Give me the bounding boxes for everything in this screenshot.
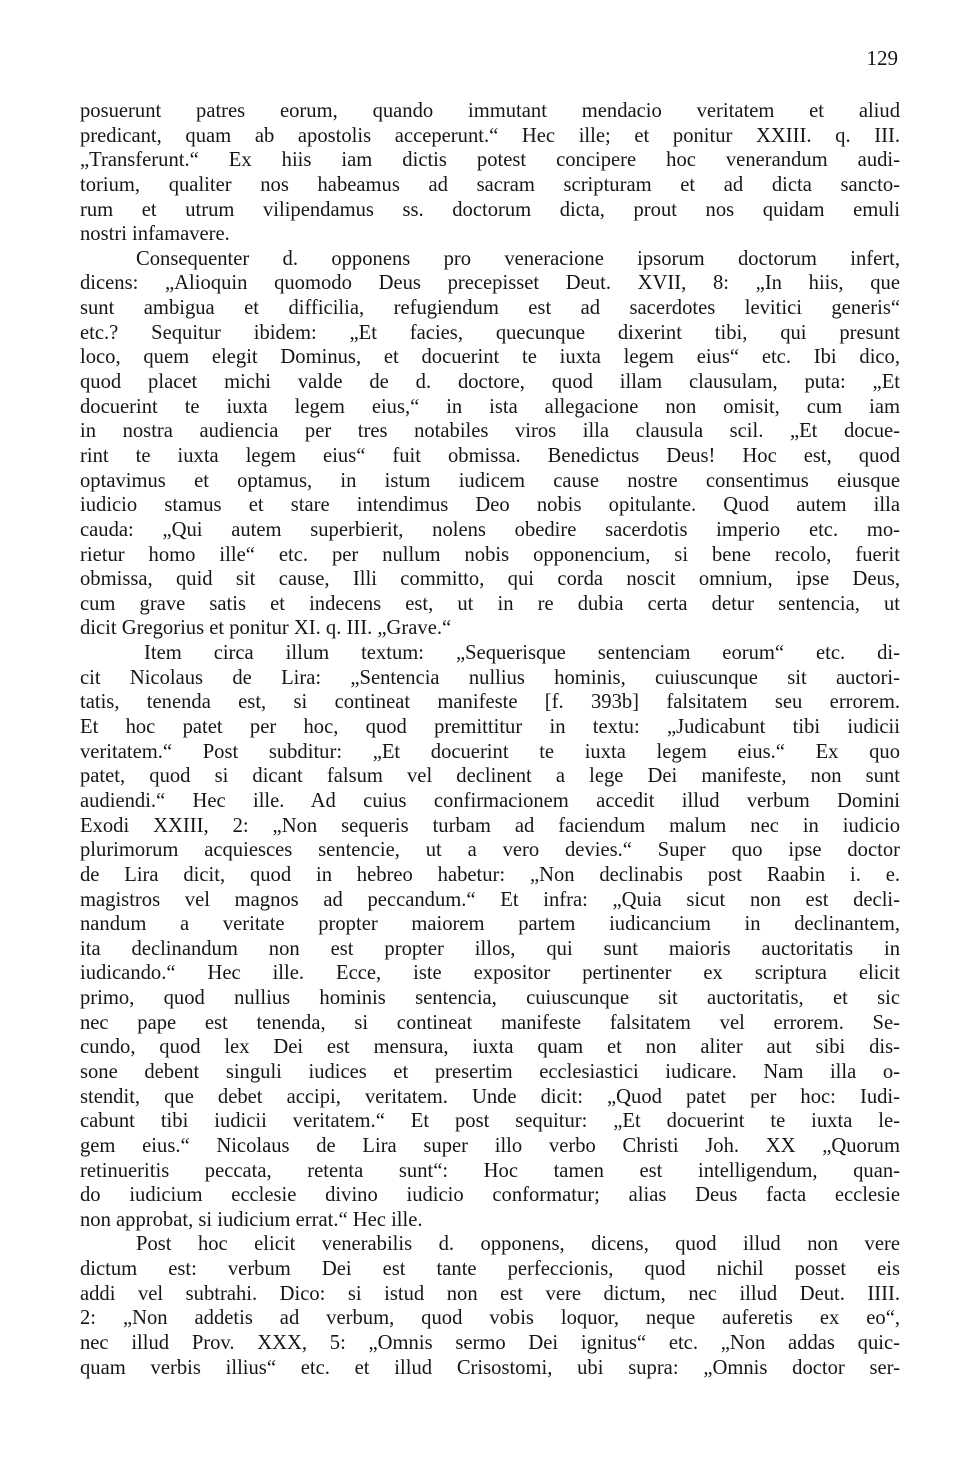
text-line: sunt ambigua et difficilia, refugiendum est ad sacerdotes levitici generis“ <box>80 297 900 320</box>
text-line: obmissa, quid sit cause, Illi committo, qui corda noscit omnium, ipse Deus, <box>80 568 900 591</box>
text-line: etc.? Sequitur ibidem: „Et facies, quecunque dixerint tibi, qui presunt <box>80 321 900 344</box>
text-line: primo, quod nullius hominis sentencia, cuiuscunque sit auctoritatis, et sic <box>80 987 900 1010</box>
text-line: nandum a veritate propter maiorem partem iudicancium in declinantem, <box>80 913 900 936</box>
text-line: dicens: „Alioquin quomodo Deus precepisset Deut. XVII, 8: „In hiis, que <box>80 272 900 295</box>
page-number: 129 <box>866 46 898 70</box>
text-line: optavimus et optamus, in istum iudicem cause nostre consentimus eiusque <box>80 469 900 492</box>
text-line: iudicio stamus et stare intendimus Deo nobis opitulante. Quod autem illa <box>80 494 900 517</box>
text-line: Exodi XXIII, 2: „Non sequeris turbam ad faciendum malum nec in iudicio <box>80 814 900 837</box>
text-line: quod placet michi valde de d. doctore, quod illam clausulam, puta: „Et <box>80 371 900 394</box>
text-line: ita declinandum non est propter illos, qui sunt maioris auctoritatis in <box>80 937 900 960</box>
text-line: audiendi.“ Hec ille. Ad cuius confirmacionem accedit illud verbum Domini <box>80 789 900 812</box>
text-line: quam verbis illius“ etc. et illud Crisostomi, ubi supra: „Omnis doctor ser- <box>80 1356 900 1379</box>
text-line: 2: „Non addetis ad verbum, quod vobis loquor, neque auferetis ex eo“, <box>80 1307 900 1330</box>
text-line: docuerint te iuxta legem eius,“ in ista allegacione non omisit, cum iam <box>80 395 900 418</box>
text-line: sone debent singuli iudices et presertim ecclesiastici iudicare. Nam illa o- <box>80 1060 900 1083</box>
text-line: stendit, que debet accipi, veritatem. Unde dicit: „Quod patet per hoc: Iudi- <box>80 1085 900 1108</box>
text-line: torium, qualiter nos habeamus ad sacram scripturam et ad dicta sancto- <box>80 173 900 196</box>
text-line: retinueritis peccata, retenta sunt“: Hoc tamen est intelligendum, quan- <box>80 1159 900 1182</box>
text-line: rietur homo ille“ etc. per nullum nobis opponencium, si bene recolo, fuerit <box>80 543 900 566</box>
text-line: iudicando.“ Hec ille. Ecce, iste expositor pertinenter ex scriptura elicit <box>80 962 900 985</box>
text-line: dictum est: verbum Dei est tante perfeccionis, quod nichil posset eis <box>80 1258 900 1281</box>
text-line: cum grave satis et indecens est, ut in re dubia certa detur sentencia, ut <box>80 592 900 615</box>
text-line: nec pape est tenenda, si contineat manifeste falsitatem vel errorem. Se- <box>80 1011 900 1034</box>
text-line: cauda: „Qui autem superbierit, nolens obedire sacerdotis imperio etc. mo- <box>80 518 900 541</box>
text-line: „Transferunt.“ Ex hiis iam dictis potest concipere hoc venerandum audi- <box>80 149 900 172</box>
text-line: do iudicium ecclesie divino iudicio conformatur; alias Deus facta ecclesie <box>80 1184 900 1207</box>
paragraph-start-line: Item circa illum textum: „Sequerisque sentenciam eorum“ etc. di- <box>144 642 900 665</box>
text-line: magistros vel magnos ad peccandum.“ Et infra: „Quia sicut non est decli- <box>80 888 900 911</box>
text-line: Et hoc patet per hoc, quod premittitur in textu: „Judicabunt tibi iudicii <box>80 716 900 739</box>
text-line: addi vel subtrahi. Dico: si istud non est vere dictum, nec illud Deut. IIII. <box>80 1282 900 1305</box>
text-line: posuerunt patres eorum, quando immutant mendacio veritatem et aliud <box>80 100 900 122</box>
text-line: rint te iuxta legem eius“ fuit obmissa. Benedictus Deus! Hoc est, quod <box>80 444 900 467</box>
text-line: in nostra audiencia per tres notabiles viros illa clausula scil. „Et docue- <box>80 420 900 443</box>
text-line: plurimorum acquiesces sentencie, ut a vero devies.“ Super quo ipse doctor <box>80 839 900 862</box>
text-line: nostri infamavere. <box>80 223 230 246</box>
text-line: patet, quod si dicant falsum vel declinent a lege Dei manifeste, non sunt <box>80 765 900 788</box>
paragraph-start-line: Consequenter d. opponens pro veneracione ipsorum doctorum infert, <box>136 247 900 270</box>
text-line: dicit Gregorius et ponitur XI. q. III. „Grave.“ <box>80 617 452 640</box>
text-line: gem eius.“ Nicolaus de Lira super illo verbo Christi Joh. XX „Quorum <box>80 1134 900 1157</box>
text-line: cabunt tibi iudicii veritatem.“ Et post sequitur: „Et docuerint te iuxta le- <box>80 1110 900 1133</box>
text-line: nec illud Prov. XXX, 5: „Omnis sermo Dei ignitus“ etc. „Non addas quic- <box>80 1332 900 1355</box>
text-line: veritatem.“ Post subditur: „Et docuerint te iuxta legem eius.“ Ex quo <box>80 740 900 763</box>
text-line: de Lira dicit, quod in hebreo habetur: „Non declinabis post Raabin i. e. <box>80 863 900 886</box>
text-line: loco, quem elegit Dominus, et docuerint te iuxta legem eius“ etc. Ibi dico, <box>80 346 900 369</box>
text-line: tatis, tenenda est, si contineat manifeste [f. 393b] falsitatem seu errorem. <box>80 691 900 714</box>
text-line: cundo, quod lex Dei est mensura, iuxta quam et non aliter aut sibi dis- <box>80 1036 900 1059</box>
body-text <box>80 99 900 1380</box>
text-line: predicant, quam ab apostolis acceperunt.“ Hec ille; et ponitur XXIII. q. III. <box>80 124 900 147</box>
text-line: rum et utrum vilipendamus ss. doctorum dicta, prout nos quidam emuli <box>80 198 900 221</box>
text-line: cit Nicolaus de Lira: „Sentencia nullius hominis, cuiuscunque sit auctori- <box>80 666 900 689</box>
text-line: non approbat, si iudicium errat.“ Hec ille. <box>80 1208 423 1231</box>
paragraph-start-line: Post hoc elicit venerabilis d. opponens, dicens, quod illud non vere <box>136 1233 900 1256</box>
